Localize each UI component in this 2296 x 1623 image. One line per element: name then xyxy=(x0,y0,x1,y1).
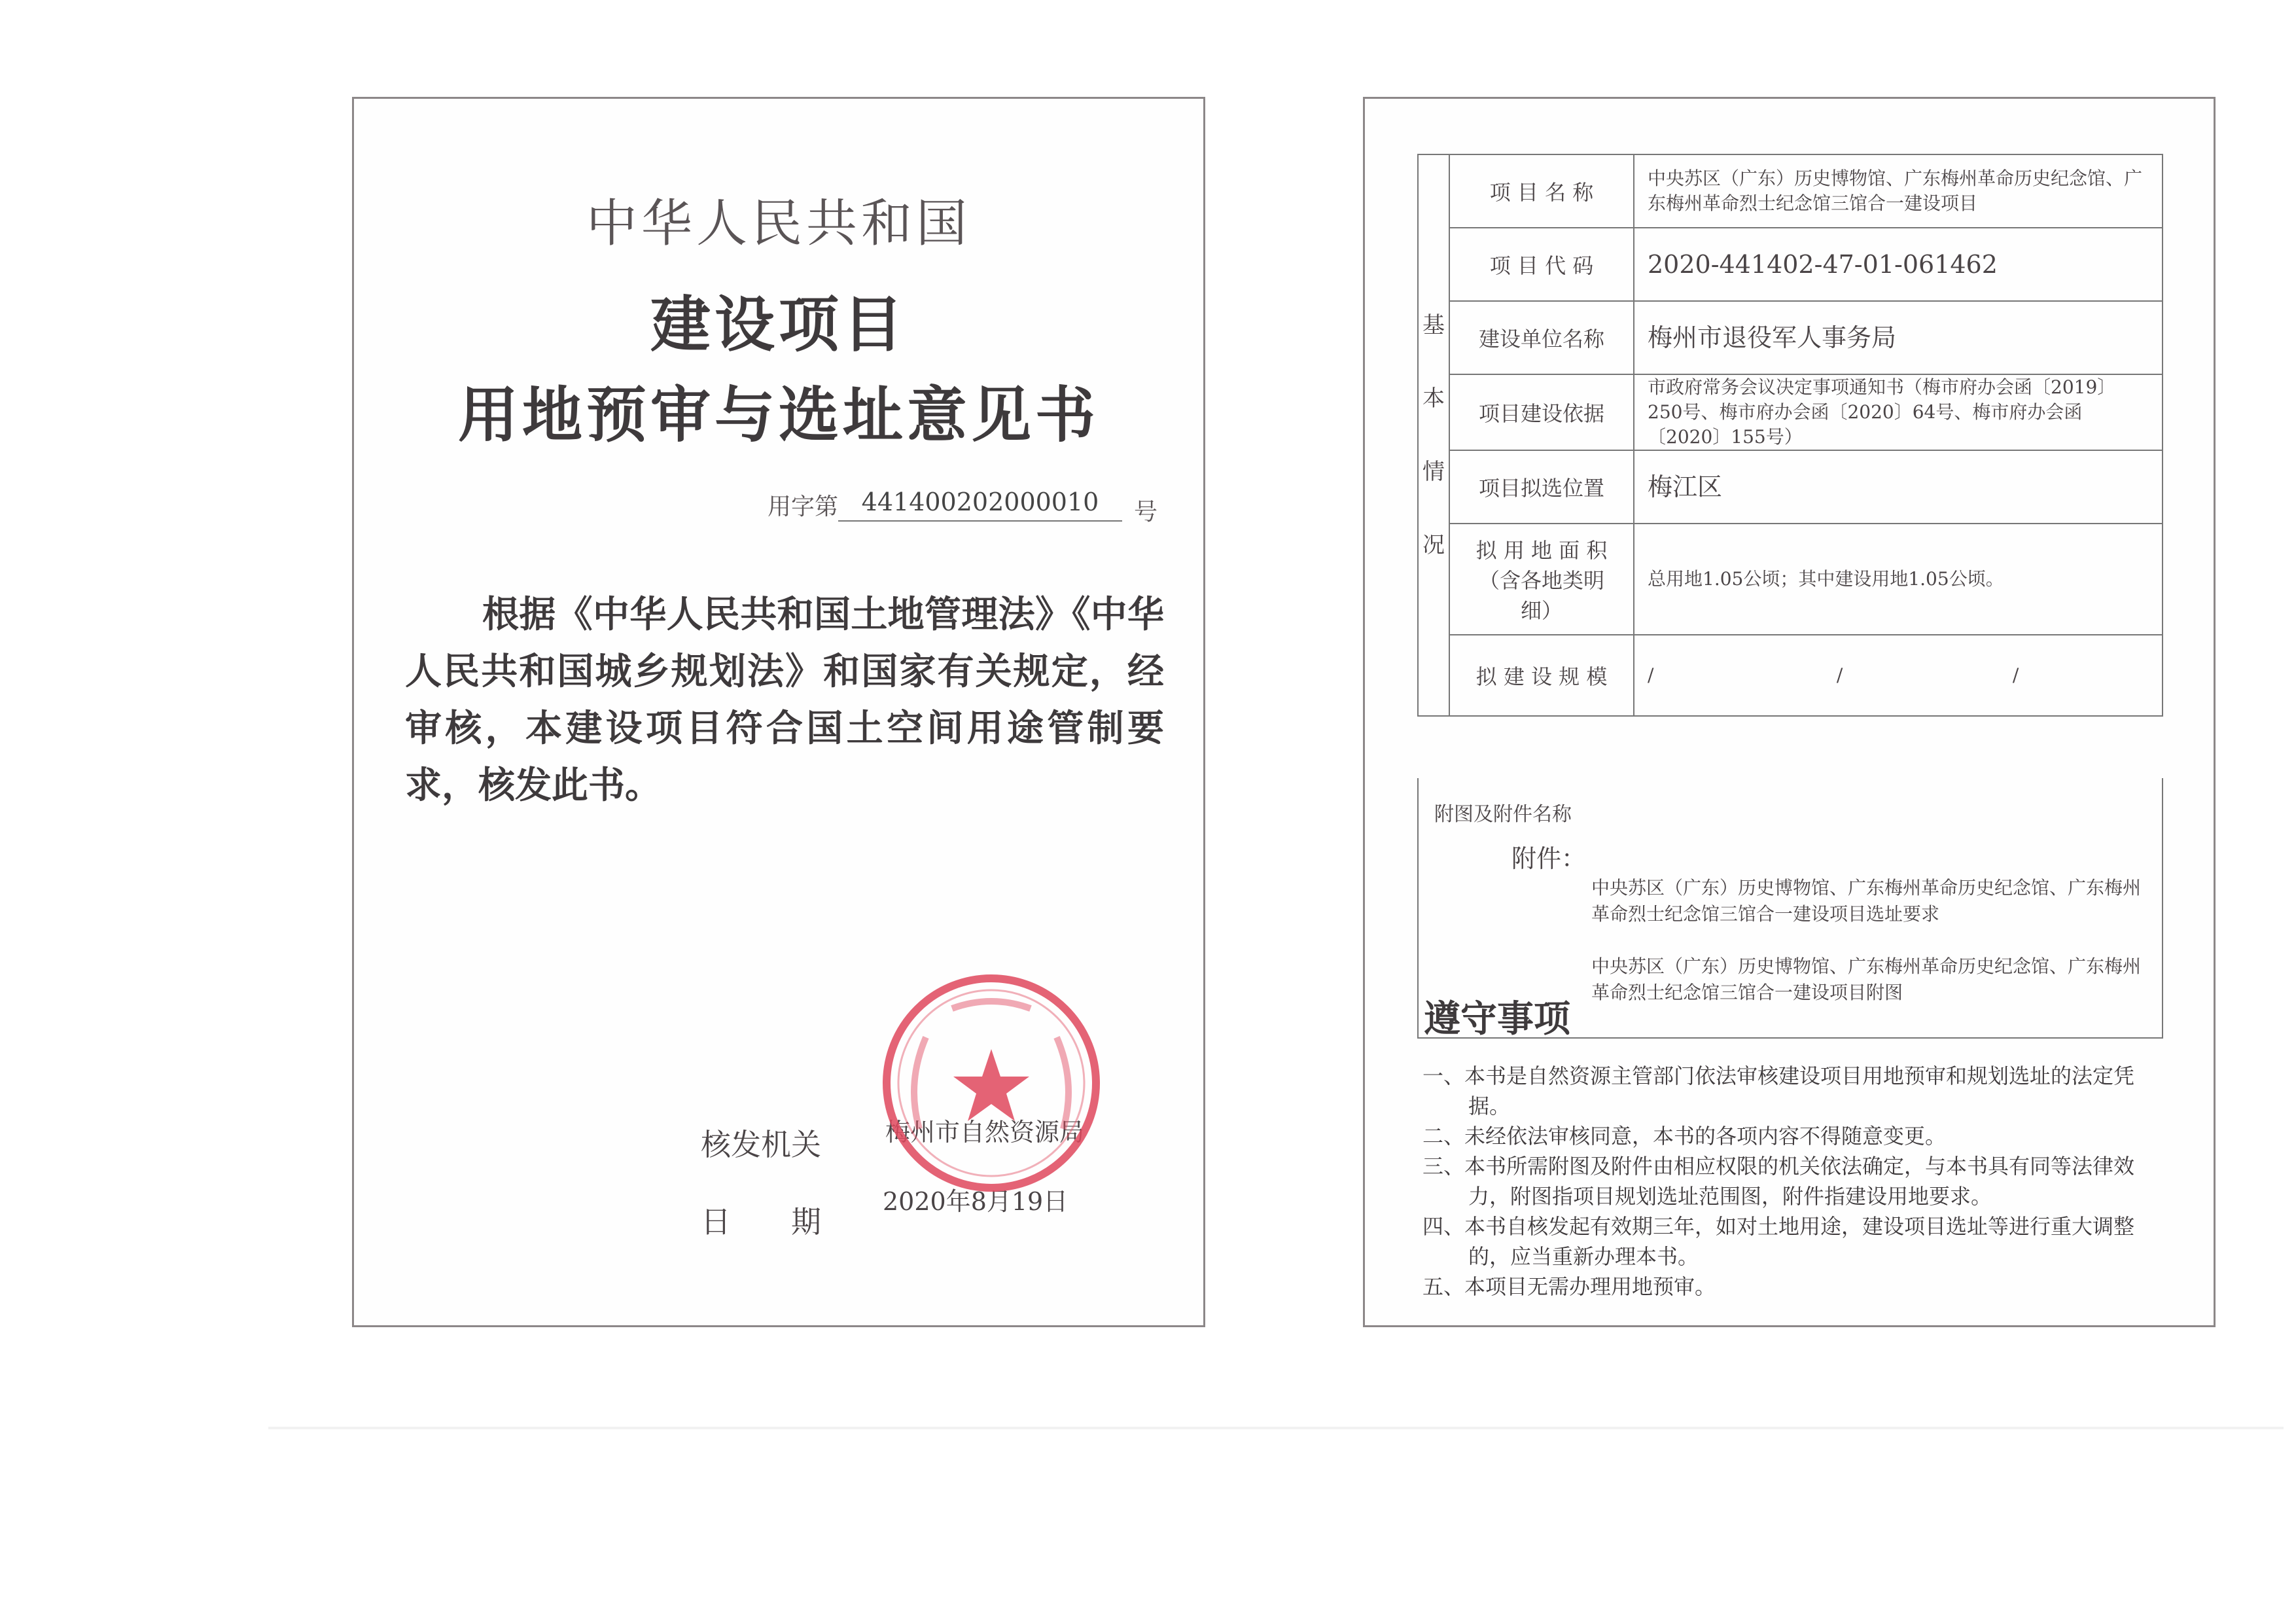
row-key: 项 目 名 称 xyxy=(1449,154,1634,228)
row-key: 拟 建 设 规 模 xyxy=(1449,635,1634,716)
row-key: 建设单位名称 xyxy=(1449,301,1634,374)
table-row xyxy=(1418,635,2163,716)
table-row xyxy=(1418,301,2163,374)
official-seal-icon xyxy=(880,972,1103,1194)
rules-list xyxy=(1422,1061,2175,1302)
date-label: 日 期 xyxy=(701,1204,821,1240)
rule-item: 三、本书所需附图及附件由相应权限的机关依法确定，与本书具有同等法律效力，附图指项目规划选址范围图，附件指建设用地要求。 xyxy=(1422,1154,2135,1209)
row-key: 拟 用 地 面 积 （含各地类明细） xyxy=(1449,524,1634,635)
date-value: 2020年8月19日 xyxy=(883,1187,1069,1216)
fold-line xyxy=(268,1427,2284,1429)
rules-title: 遵守事项 xyxy=(1424,997,1570,1041)
attachments-title: 附图及附件名称 xyxy=(1434,803,1572,826)
row-value: 梅江区 xyxy=(1634,450,2163,524)
attachments-label: 附件： xyxy=(1511,844,1587,873)
table-row xyxy=(1418,228,2163,301)
issuer-label: 核发机关 xyxy=(701,1127,821,1162)
table-row xyxy=(1418,524,2163,635)
row-value: / / / xyxy=(1634,635,2163,716)
document-title-line1: 建设项目 xyxy=(650,289,907,360)
row-key: 项目建设依据 xyxy=(1449,374,1634,450)
row-value: 市政府常务会议决定事项通知书（梅市府办会函〔2019〕250号、梅市府办会函〔2020〕64号、梅市府办会函〔2020〕155号） xyxy=(1634,374,2163,450)
table-row xyxy=(1418,450,2163,524)
row-value: 中央苏区（广东）历史博物馆、广东梅州革命历史纪念馆、广东梅州革命烈士纪念馆三馆合一建设项目 xyxy=(1634,154,2163,228)
attachment-item: 中央苏区（广东）历史博物馆、广东梅州革命历史纪念馆、广东梅州革命烈士纪念馆三馆合一建设项目附图 xyxy=(1591,955,2142,1003)
basic-info-side-label: 基 本 情 况 xyxy=(1418,154,1449,716)
country-heading: 中华人民共和国 xyxy=(586,194,971,253)
row-key: 项 目 代 码 xyxy=(1449,228,1634,301)
row-value: 梅州市退役军人事务局 xyxy=(1634,301,2163,374)
basic-info-table xyxy=(1417,154,2163,717)
document-title-line2: 用地预审与选址意见书 xyxy=(457,380,1099,450)
certificate-details-page xyxy=(1363,97,2216,1327)
rule-item: 二、未经依法审核同意，本书的各项内容不得随意变更。 xyxy=(1422,1124,1947,1149)
serial-number: 441400202000010 xyxy=(838,488,1122,522)
rule-item: 四、本书自核发起有效期三年，如对土地用途，建设项目选址等进行重大调整的，应当重新办理本书。 xyxy=(1422,1214,2135,1269)
issuer-value: 梅州市自然资源局 xyxy=(885,1118,1085,1147)
table-row xyxy=(1418,154,2163,228)
table-row xyxy=(1418,374,2163,450)
serial-suffix: 号 xyxy=(1134,499,1158,526)
rule-item: 五、本项目无需办理用地预审。 xyxy=(1422,1274,1716,1299)
attachment-item: 中央苏区（广东）历史博物馆、广东梅州革命历史纪念馆、广东梅州革命烈士纪念馆三馆合一建设项目选址要求 xyxy=(1591,877,2142,925)
approval-paragraph: 根据《中华人民共和国土地管理法》《中华人民共和国城乡规划法》和国家有关规定，经审核，本建设项目符合国土空间用途管制要求，核发此书。 xyxy=(405,593,1164,807)
serial-prefix: 用字第 xyxy=(768,493,839,520)
rule-item: 一、本书是自然资源主管部门依法审核建设项目用地预审和规划选址的法定凭据。 xyxy=(1422,1063,2135,1118)
row-value: 2020-441402-47-01-061462 xyxy=(1634,228,2163,301)
row-value: 总用地1.05公顷；其中建设用地1.05公顷。 xyxy=(1634,524,2163,635)
certificate-cover-page xyxy=(352,97,1205,1327)
row-key: 项目拟选位置 xyxy=(1449,450,1634,524)
